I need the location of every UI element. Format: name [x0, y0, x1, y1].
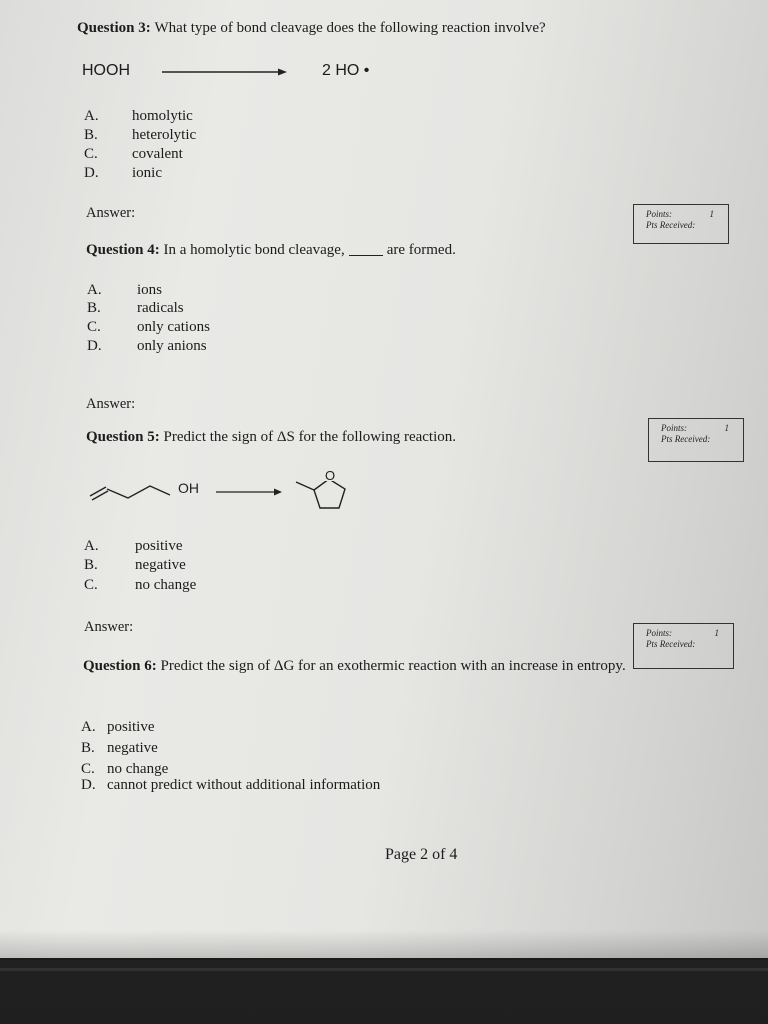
q5-option-b[interactable]: B. negative — [84, 557, 186, 573]
q3-answer-label: Answer: — [86, 205, 136, 221]
reaction-product: 2 HO • — [322, 62, 370, 79]
question-5: Question 5: Predict the sign of ΔS for the following reaction. — [86, 429, 457, 445]
q5-reaction-structure — [86, 466, 366, 518]
q3-option-b[interactable]: B. heterolytic — [84, 127, 197, 143]
q5-option-a[interactable]: A. positive — [84, 538, 183, 554]
oxygen-label: O — [325, 468, 336, 483]
paper-shadow — [0, 930, 768, 960]
q6-option-d[interactable]: D. cannot predict without additional information — [81, 777, 381, 793]
fill-in-blank — [349, 255, 383, 256]
question-6: Question 6: Predict the sign of ΔG for an exothermic reaction with an increase in entropy. — [83, 658, 626, 674]
hydroxyl-label: OH — [178, 480, 199, 496]
q4-option-c[interactable]: C. only cations — [87, 319, 210, 335]
q5-answer-label: Answer: — [84, 619, 134, 635]
q6-option-a[interactable]: A. positive — [81, 719, 155, 735]
q4-option-a[interactable]: A. ions — [87, 282, 163, 298]
q4-option-d[interactable]: D. only anions — [87, 338, 207, 354]
q5-points-box: Points: Pts Received: 1 — [633, 623, 734, 669]
question-4: Question 4: In a homolytic bond cleavage, are formed. — [86, 242, 456, 258]
q4-answer-label: Answer: — [86, 396, 136, 412]
page-number: Page 2 of 4 — [385, 846, 458, 863]
q6-option-b[interactable]: B. negative — [81, 740, 158, 756]
question-3: Question 3: What type of bond cleavage does the following reaction involve? — [77, 20, 546, 36]
q5-option-c[interactable]: C. no change — [84, 577, 197, 593]
q3-points-box: Points: Pts Received: 1 — [633, 204, 729, 244]
q4-option-b[interactable]: B. radicals — [87, 300, 184, 316]
q3-option-d[interactable]: D. ionic — [84, 165, 162, 181]
reaction-reactant: HOOH — [82, 62, 130, 79]
q3-option-a[interactable]: A. homolytic — [84, 108, 193, 124]
q6-option-c[interactable]: C. no change — [81, 761, 169, 777]
desk-edge — [0, 968, 768, 971]
reaction-arrow-icon — [160, 66, 290, 78]
q4-points-box: Points: Pts Received: 1 — [648, 418, 744, 462]
q3-option-c[interactable]: C. covalent — [84, 146, 183, 162]
